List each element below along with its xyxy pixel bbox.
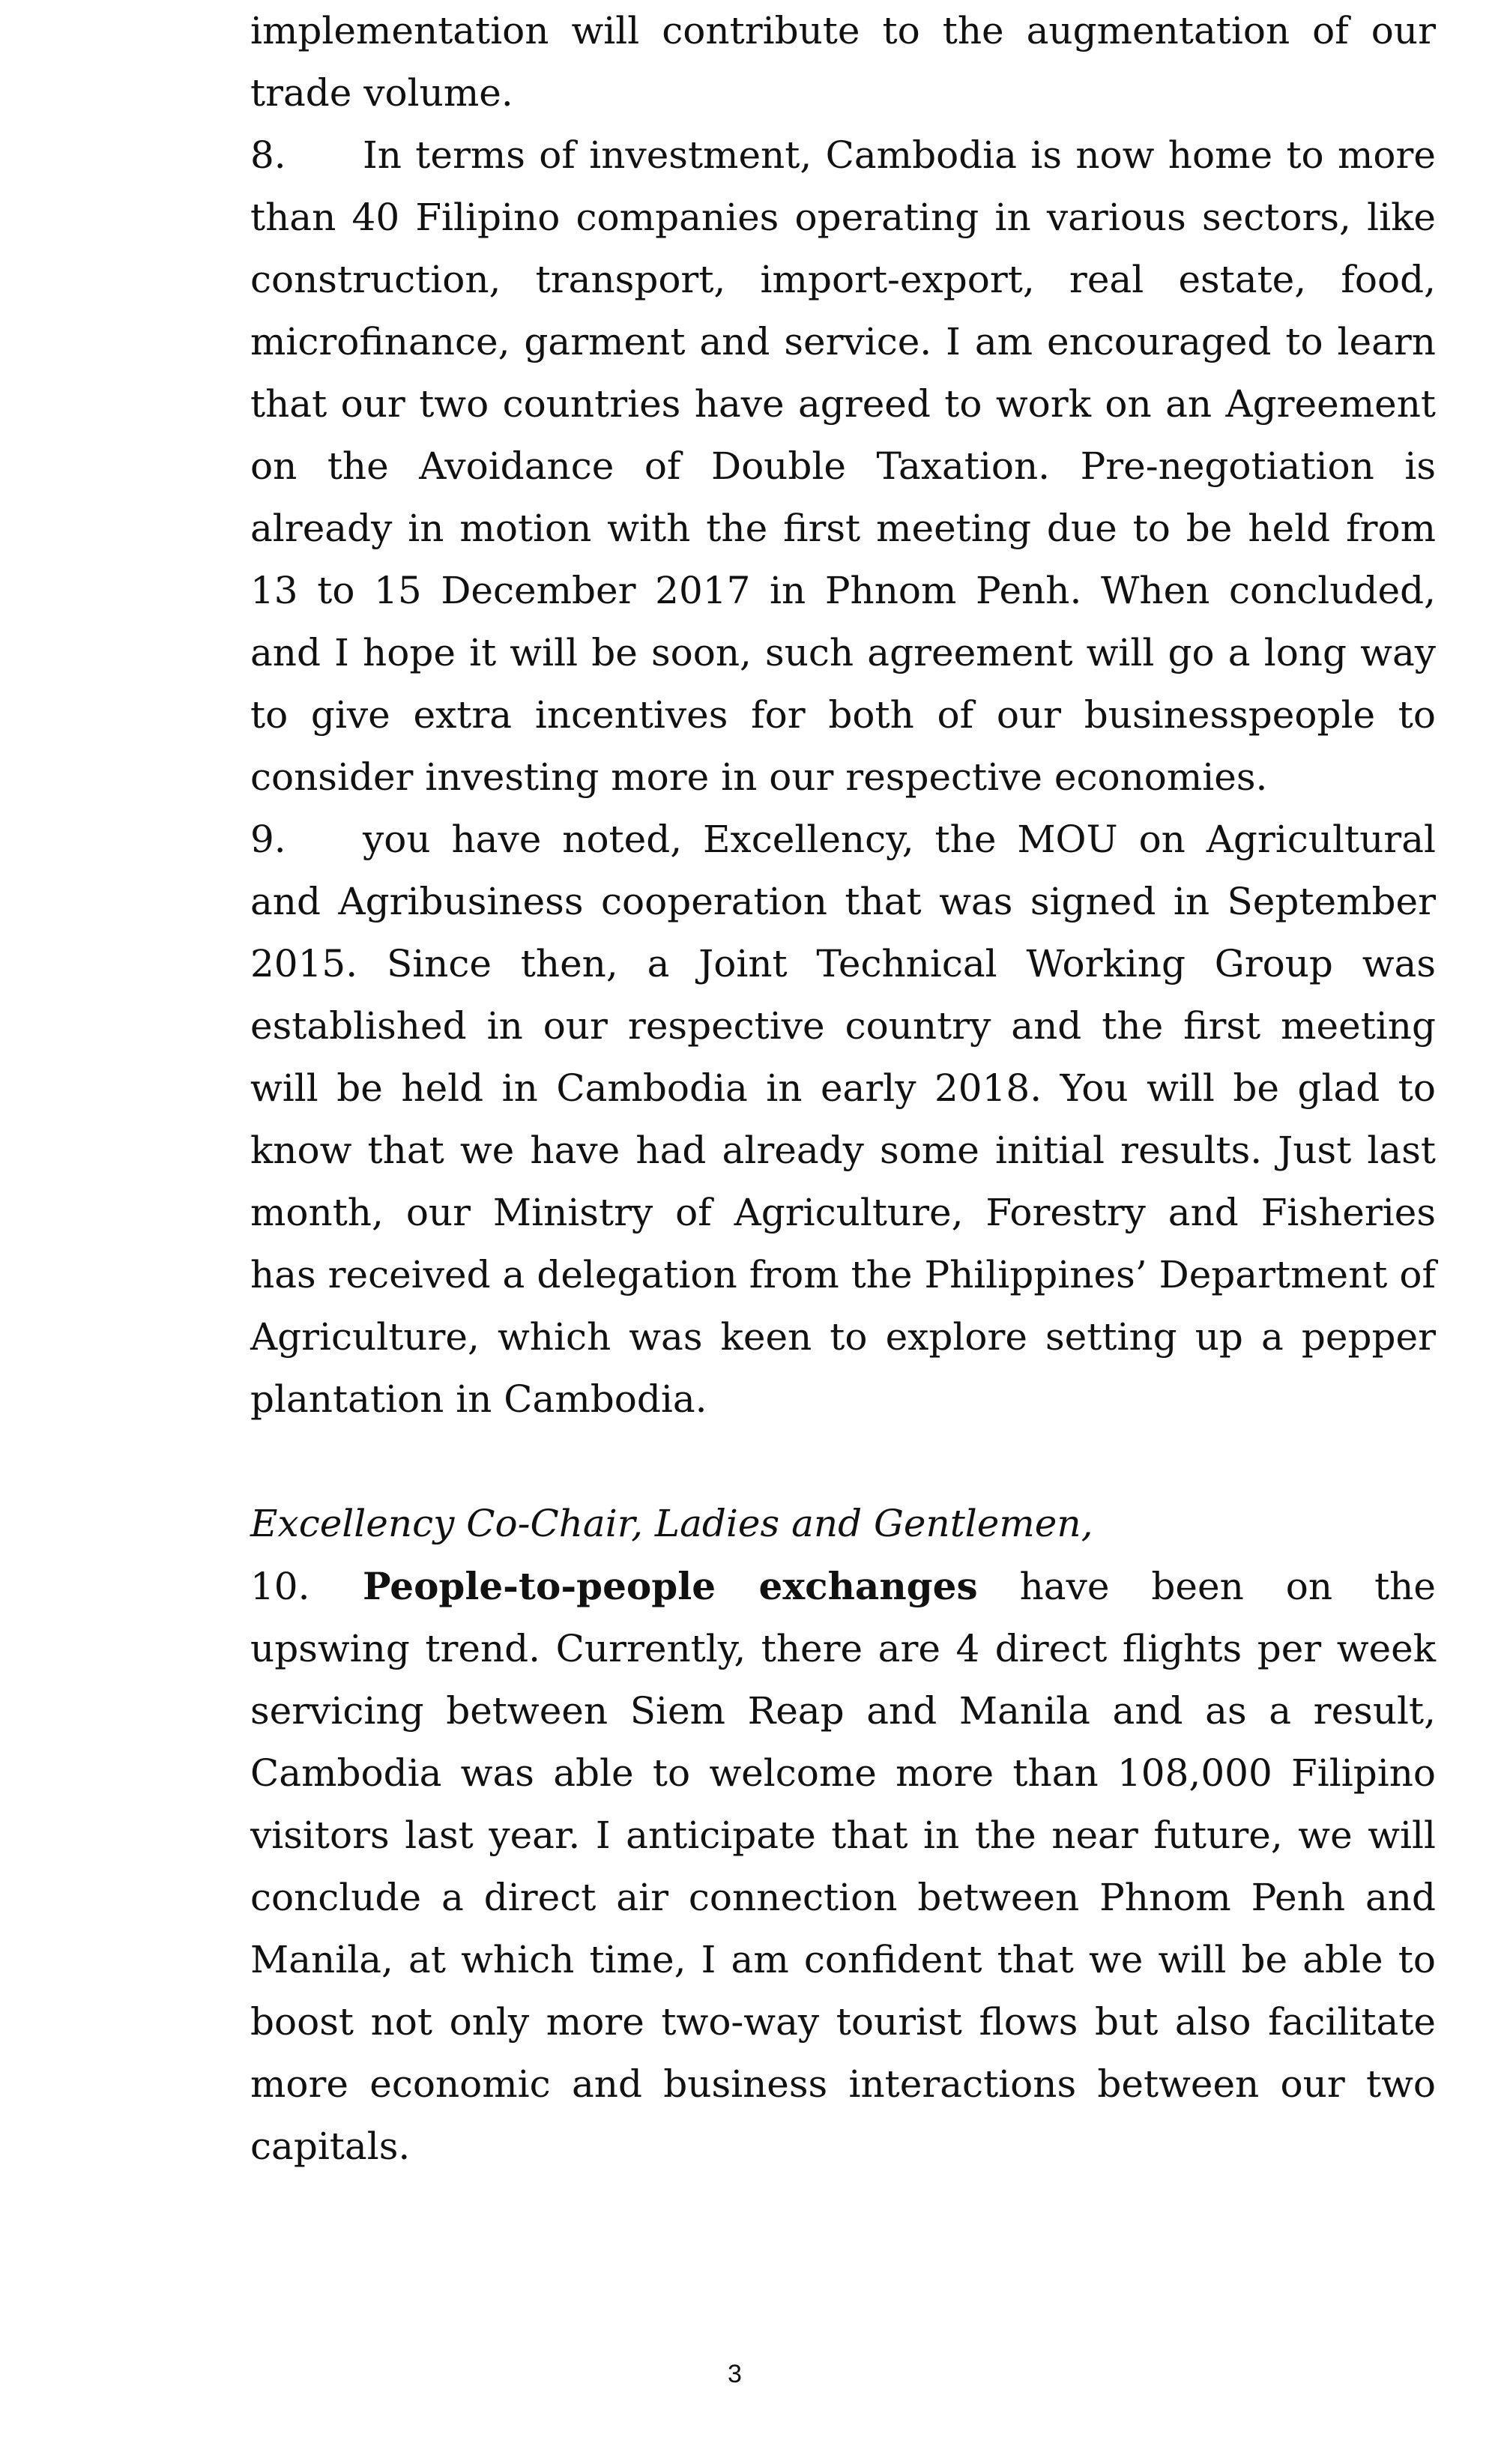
page-number: 3 (728, 2360, 742, 2388)
blank-line (250, 1431, 1436, 1493)
paragraph-text: In terms of investment, Cambodia is now home to more than 40 Filipino companies operating in various sectors, like construction, transport, import-export, real estate, food, microfinance, garment and service. I am encouraged to learn that our two countries have agreed to work on an Agreement on the Avoidance of Double Taxation. Pre-negotiation is already in motion with the first meeting due to be held from 13 to 15 December 2017 in Phnom Penh. When concluded, and I hope it will be soon, such agreement will go a long way to give extra incentives for both of our businesspeople to consider investing more in our respective economies. (250, 133, 1436, 799)
paragraph-10 (250, 1555, 1436, 2178)
paragraph-8 (250, 124, 1436, 809)
paragraph-number: 8. (250, 133, 286, 177)
paragraph-text: have been on the upswing trend. Currently, there are 4 direct flights per week servicing between Siem Reap and Manila and as a result, Cambodia was able to welcome more than 108,000 Filipino visitors last year. I anticipate that in the near future, we will conclude a direct air connection between Phnom Penh and Manila, at which time, I am confident that we will be able to boost not only more two-way tourist flows but also facilitate more economic and business interactions between our two capitals. (250, 1565, 1436, 2168)
continuation-text: implementation will contribute to the augmentation of our trade volume. (250, 9, 1436, 115)
salutation: Excellency Co-Chair, Ladies and Gentlemen, (250, 1502, 1093, 1545)
bold-lead: People-to-people exchanges (363, 1564, 978, 1608)
paragraph-number: 9. (250, 818, 286, 861)
document-page (250, 0, 1436, 2464)
paragraph-text: you have noted, Excellency, the MOU on Agricultural and Agribusiness cooperation that was signed in September 2015. Since then, a Joint Technical Working Group was established in our respective country and the first meeting will be held in Cambodia in early 2018. You will be glad to know that we have had already some initial results. Just last month, our Ministry of Agriculture, Forestry and Fisheries has received a delegation from the Philippines’ Department of Agriculture, which was keen to explore setting up a pepper plantation in Cambodia. (250, 818, 1436, 1421)
paragraph-9 (250, 809, 1436, 1431)
paragraph-number: 10. (250, 1565, 310, 1608)
